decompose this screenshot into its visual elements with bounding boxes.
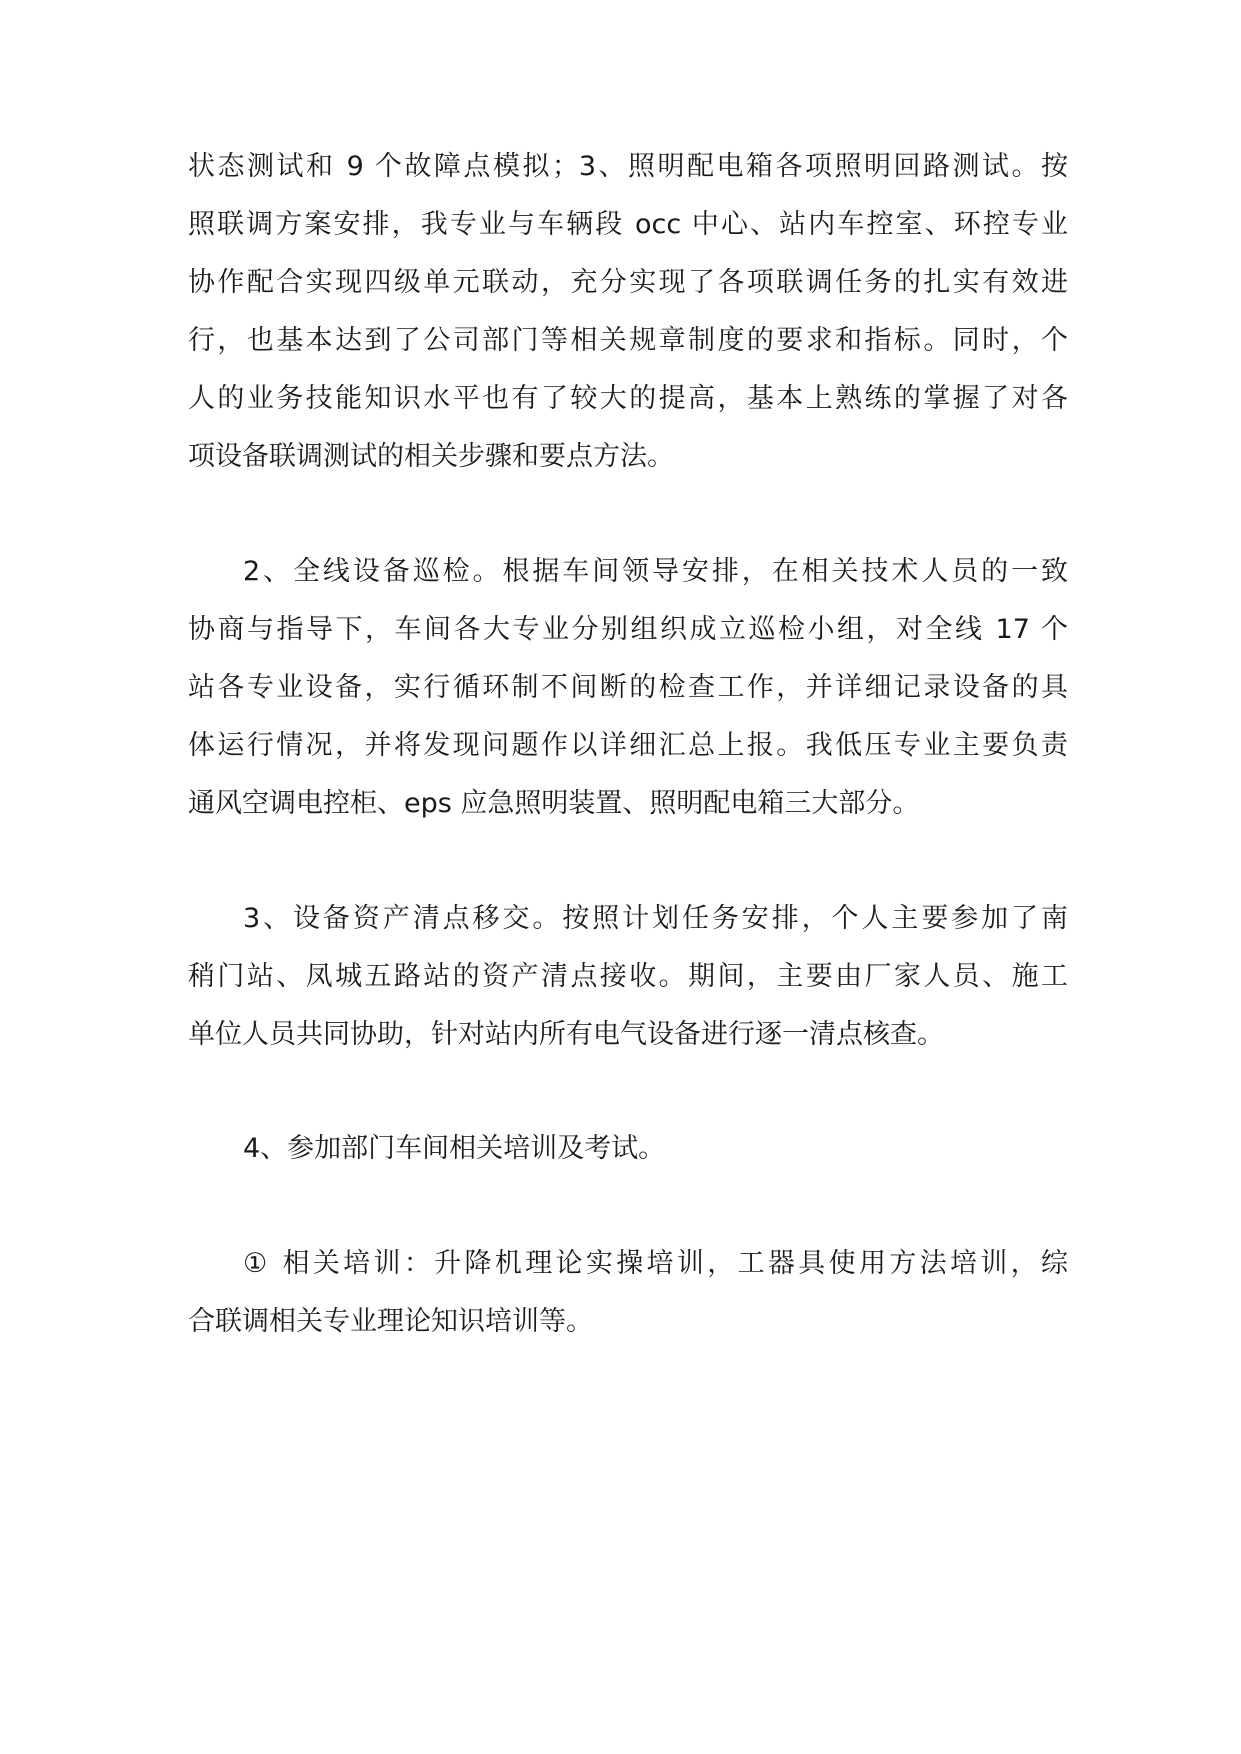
paragraph-line: 站各专业设备，实行循环制不间断的检查工作，并详细记录设备的具 (188, 672, 1068, 703)
paragraph-line: 合联调相关专业理论知识培训等。 (188, 1306, 593, 1337)
paragraph-line: 项设备联调测试的相关步骤和要点方法。 (188, 441, 674, 472)
paragraph-line: 4、参加部门车间相关培训及考试。 (243, 1133, 666, 1164)
paragraph-line: 3、设备资产清点移交。按照计划任务安排，个人主要参加了南 (243, 903, 1068, 934)
paragraph-line: 通风空调电控柜、eps 应急照明装置、照明配电箱三大部分。 (188, 788, 920, 819)
paragraph-line: 协商与指导下，车间各大专业分别组织成立巡检小组，对全线 17 个 (188, 614, 1068, 645)
paragraph-line: 2、全线设备巡检。根据车间领导安排，在相关技术人员的一致 (243, 556, 1068, 587)
paragraph-line: 行，也基本达到了公司部门等相关规章制度的要求和指标。同时，个 (188, 325, 1068, 356)
paragraph-line: ① 相关培训：升降机理论实操培训，工器具使用方法培训，综 (243, 1248, 1068, 1279)
paragraph-line: 协作配合实现四级单元联动，充分实现了各项联调任务的扎实有效进 (188, 267, 1068, 298)
paragraph-line: 稍门站、凤城五路站的资产清点接收。期间，主要由厂家人员、施工 (188, 961, 1068, 992)
paragraph-line: 状态测试和 9 个故障点模拟；3、照明配电箱各项照明回路测试。按 (188, 151, 1068, 182)
paragraph-line: 体运行情况，并将发现问题作以详细汇总上报。我低压专业主要负责 (188, 730, 1068, 761)
paragraph-line: 人的业务技能知识水平也有了较大的提高，基本上熟练的掌握了对各 (188, 383, 1068, 414)
paragraph-line: 照联调方案安排，我专业与车辆段 occ 中心、站内车控室、环控专业 (188, 209, 1068, 240)
paragraph-line: 单位人员共同协助，针对站内所有电气设备进行逐一清点核查。 (188, 1019, 944, 1050)
